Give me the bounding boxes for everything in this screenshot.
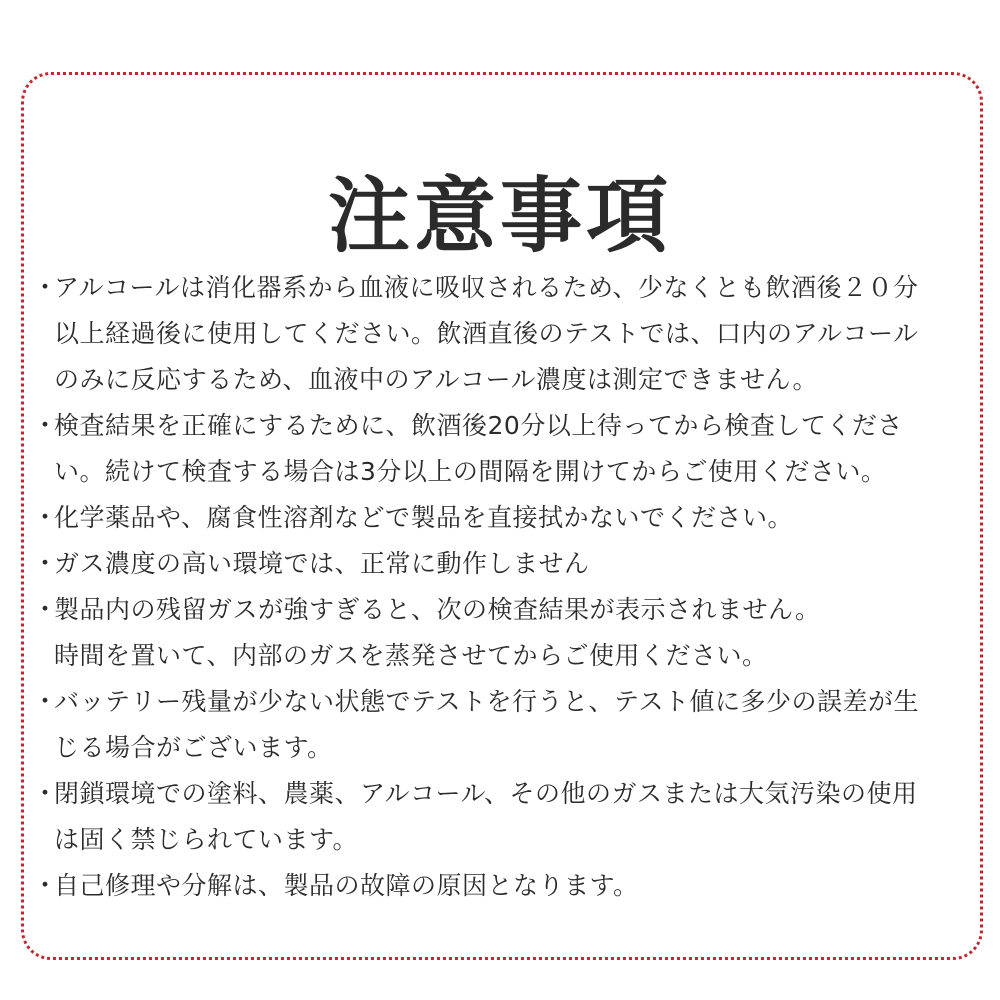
list-item [32,679,952,771]
bullet-icon: ・ [32,503,59,533]
note-text-line: 以上経過後に使用してください。飲酒直後のテストでは、口内のアルコール [54,319,919,348]
bullet-icon: ・ [32,549,59,579]
note-text-line: は固く禁じられています。 [54,825,359,854]
list-item [32,771,952,863]
bullet-icon: ・ [32,779,59,809]
list-item [32,265,952,403]
bullet-icon: ・ [32,687,59,717]
list-item [32,587,952,679]
note-text-line: バッテリー残量が少ない状態でテストを行うと、テスト値に多少の誤差が生 [54,687,920,716]
bullet-icon: ・ [32,595,59,625]
note-text-line: 自己修理や分解は、製品の故障の原因となります。 [54,871,639,900]
list-item [32,495,952,541]
bullet-icon: ・ [32,411,59,441]
note-text-line: じる場合がございます。 [54,733,333,762]
note-text-line: 時間を置いて、内部のガスを蒸発させてからご使用ください。 [54,641,768,670]
page-title: 注意事項 [327,168,672,264]
list-item [32,403,952,495]
note-text-line: のみに反応するため、血液中のアルコール濃度は測定できません。 [54,365,819,394]
note-text-line: ガス濃度の高い環境では、正常に動作しません [54,549,590,578]
list-item [32,863,952,909]
notes-list [32,265,952,909]
note-text-line: 化学薬品や、腐食性溶剤などで製品を直接拭かないでください。 [54,503,794,532]
list-item [32,541,952,587]
note-text-line: 閉鎖環境での塗料、農薬、アルコール、その他のガスまたは大気汚染の使用 [54,779,918,808]
bullet-icon: ・ [32,273,59,303]
note-text-line: 検査結果を正確にするために、飲酒後20分以上待ってから検査してくださ [54,411,903,440]
bullet-icon: ・ [32,871,59,901]
note-text-line: 製品内の残留ガスが強すぎると、次の検査結果が表示されません。 [54,595,821,624]
note-text-line: い。続けて検査する場合は3分以上の間隔を開けてからご使用ください。 [54,457,887,486]
note-text-line: アルコールは消化器系から血液に吸収されるため、少なくとも飲酒後２０分 [54,273,919,302]
